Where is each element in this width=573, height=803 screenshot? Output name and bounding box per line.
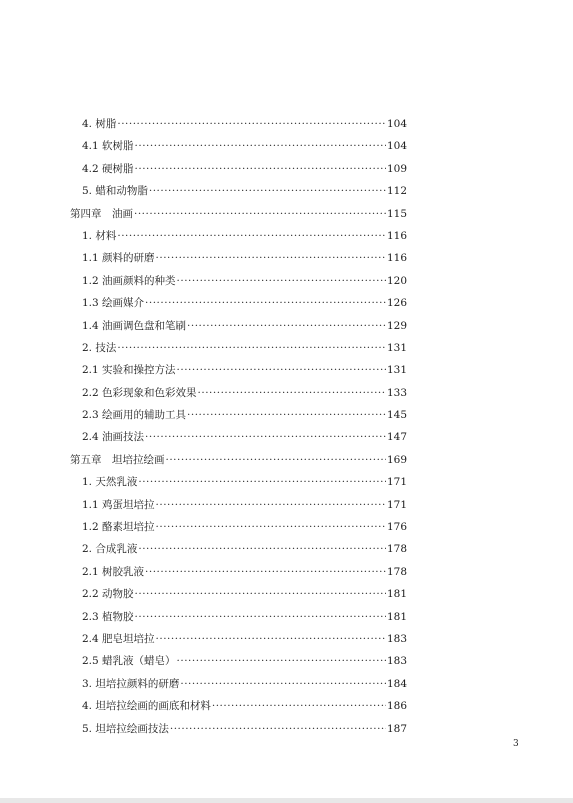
toc-dot-leader	[145, 563, 386, 581]
toc-entry-page: 133	[386, 386, 407, 399]
toc-entry-page: 145	[386, 409, 407, 422]
toc-entry-page: 131	[386, 364, 407, 377]
toc-entry-page: 116	[386, 252, 407, 265]
toc-dot-leader	[187, 317, 386, 335]
toc-entry[interactable]	[70, 585, 407, 607]
toc-entry[interactable]	[70, 540, 407, 562]
toc-dot-leader	[135, 585, 386, 603]
toc-entry-label: 2. 合成乳液	[82, 543, 138, 556]
toc-entry-page: 183	[386, 655, 407, 668]
toc-entry-label: 4.2 硬树脂	[82, 162, 134, 175]
toc-entry[interactable]	[70, 428, 407, 450]
toc-entry[interactable]	[70, 697, 407, 719]
toc-entry[interactable]	[70, 496, 407, 518]
toc-entry-label: 第四章 油画	[70, 207, 133, 220]
toc-dot-leader	[187, 406, 386, 424]
toc-entry[interactable]	[70, 630, 407, 652]
toc-entry-page: 169	[386, 453, 407, 466]
toc-entry-page: 112	[386, 185, 407, 198]
toc-entry-page: 104	[386, 140, 407, 153]
viewer-bottom-edge	[0, 798, 573, 803]
toc-dot-leader	[166, 451, 386, 469]
toc-entry-page: 120	[386, 274, 407, 287]
toc-entry[interactable]	[70, 608, 407, 630]
toc-dot-leader	[117, 227, 386, 245]
toc-entry[interactable]	[70, 473, 407, 495]
toc-entry[interactable]	[70, 384, 407, 406]
toc-entry-page: 187	[386, 722, 407, 735]
table-of-contents	[70, 115, 407, 742]
toc-dot-leader	[145, 428, 386, 446]
toc-entry-label: 1.4 油画调色盘和笔刷	[82, 319, 187, 332]
toc-entry[interactable]	[70, 563, 407, 585]
toc-dot-leader	[156, 518, 386, 536]
toc-entry-page: 126	[386, 297, 407, 310]
toc-dot-leader	[156, 496, 386, 514]
toc-entry[interactable]	[70, 137, 407, 159]
toc-dot-leader	[149, 182, 386, 200]
toc-entry-label: 1.2 油画颜料的种类	[82, 274, 176, 287]
toc-entry-label: 4. 坦培拉绘画的画底和材料	[82, 700, 211, 713]
toc-dot-leader	[156, 249, 386, 267]
toc-entry[interactable]	[70, 227, 407, 249]
toc-entry-page: 178	[386, 565, 407, 578]
toc-chapter-entry[interactable]	[70, 451, 407, 473]
toc-entry-page: 115	[386, 207, 407, 220]
toc-entry-page: 184	[386, 677, 407, 690]
toc-entry-page: 181	[386, 588, 407, 601]
toc-dot-leader	[198, 384, 386, 402]
toc-entry[interactable]	[70, 361, 407, 383]
toc-entry-label: 1.2 酪素坦培拉	[82, 521, 155, 534]
toc-entry-label: 2.4 肥皂坦培拉	[82, 632, 155, 645]
toc-dot-leader	[177, 652, 386, 670]
toc-entry-page: 104	[386, 118, 407, 130]
toc-dot-leader	[117, 115, 386, 133]
toc-dot-leader	[134, 205, 386, 223]
toc-entry[interactable]	[70, 182, 407, 204]
toc-entry[interactable]	[70, 249, 407, 271]
toc-entry[interactable]	[70, 406, 407, 428]
toc-entry-label: 2.3 绘画用的辅助工具	[82, 409, 187, 422]
toc-entry-label: 2. 技法	[82, 341, 117, 354]
toc-dot-leader	[177, 272, 386, 290]
toc-entry-page: 171	[386, 498, 407, 511]
toc-entry[interactable]	[70, 294, 407, 316]
toc-entry-label: 1.1 颜料的研磨	[82, 252, 155, 265]
toc-entry-page: 147	[386, 431, 407, 444]
toc-entry-page: 186	[386, 700, 407, 713]
toc-entry[interactable]	[70, 339, 407, 361]
toc-entry-page: 176	[386, 521, 407, 534]
toc-entry-label: 2.4 油画技法	[82, 431, 145, 444]
toc-dot-leader	[135, 137, 386, 155]
toc-entry-label: 1.3 绘画媒介	[82, 297, 145, 310]
toc-entry-label: 2.1 树胶乳液	[82, 565, 145, 578]
toc-entry[interactable]	[70, 518, 407, 540]
toc-entry[interactable]	[70, 115, 407, 137]
toc-entry-page: 116	[386, 229, 407, 242]
toc-entry-label: 1. 材料	[82, 229, 117, 242]
toc-entry-page: 181	[386, 610, 407, 623]
toc-entry-page: 183	[386, 632, 407, 645]
page-number: 3	[513, 739, 519, 749]
toc-entry-label: 3. 坦培拉颜料的研磨	[82, 677, 180, 690]
toc-entry[interactable]	[70, 675, 407, 697]
toc-entry-label: 1.1 鸡蛋坦培拉	[82, 498, 155, 511]
toc-dot-leader	[180, 675, 386, 693]
toc-entry-label: 2.1 实验和操控方法	[82, 364, 176, 377]
toc-dot-leader	[177, 361, 386, 379]
toc-entry-label: 5. 蜡和动物脂	[82, 185, 148, 198]
toc-entry-label: 第五章 坦培拉绘画	[70, 453, 165, 466]
toc-entry-label: 1. 天然乳液	[82, 476, 138, 489]
toc-entry-label: 5. 坦培拉绘画技法	[82, 722, 169, 735]
toc-entry-page: 129	[386, 319, 407, 332]
toc-entry-page: 178	[386, 543, 407, 556]
toc-dot-leader	[212, 697, 386, 715]
toc-dot-leader	[135, 160, 386, 178]
toc-dot-leader	[117, 339, 386, 357]
toc-entry-label: 2.2 色彩现象和色彩效果	[82, 386, 197, 399]
toc-dot-leader	[170, 720, 386, 738]
toc-entry-label: 2.5 蜡乳液（蜡皂）	[82, 655, 176, 668]
toc-entry[interactable]	[70, 720, 407, 742]
toc-dot-leader	[138, 540, 386, 558]
toc-entry-page: 131	[386, 341, 407, 354]
toc-entry-page: 171	[386, 476, 407, 489]
toc-entry[interactable]	[70, 160, 407, 182]
toc-dot-leader	[138, 473, 386, 491]
toc-entry[interactable]	[70, 317, 407, 339]
toc-entry-label: 4. 树脂	[82, 118, 117, 130]
toc-entry-label: 4.1 软树脂	[82, 140, 134, 153]
toc-chapter-entry[interactable]	[70, 205, 407, 227]
toc-entry[interactable]	[70, 272, 407, 294]
toc-entry-label: 2.2 动物胶	[82, 588, 134, 601]
toc-dot-leader	[135, 608, 386, 626]
toc-entry-label: 2.3 植物胶	[82, 610, 134, 623]
toc-entry-page: 109	[386, 162, 407, 175]
toc-dot-leader	[156, 630, 386, 648]
toc-entry[interactable]	[70, 652, 407, 674]
toc-dot-leader	[145, 294, 386, 312]
